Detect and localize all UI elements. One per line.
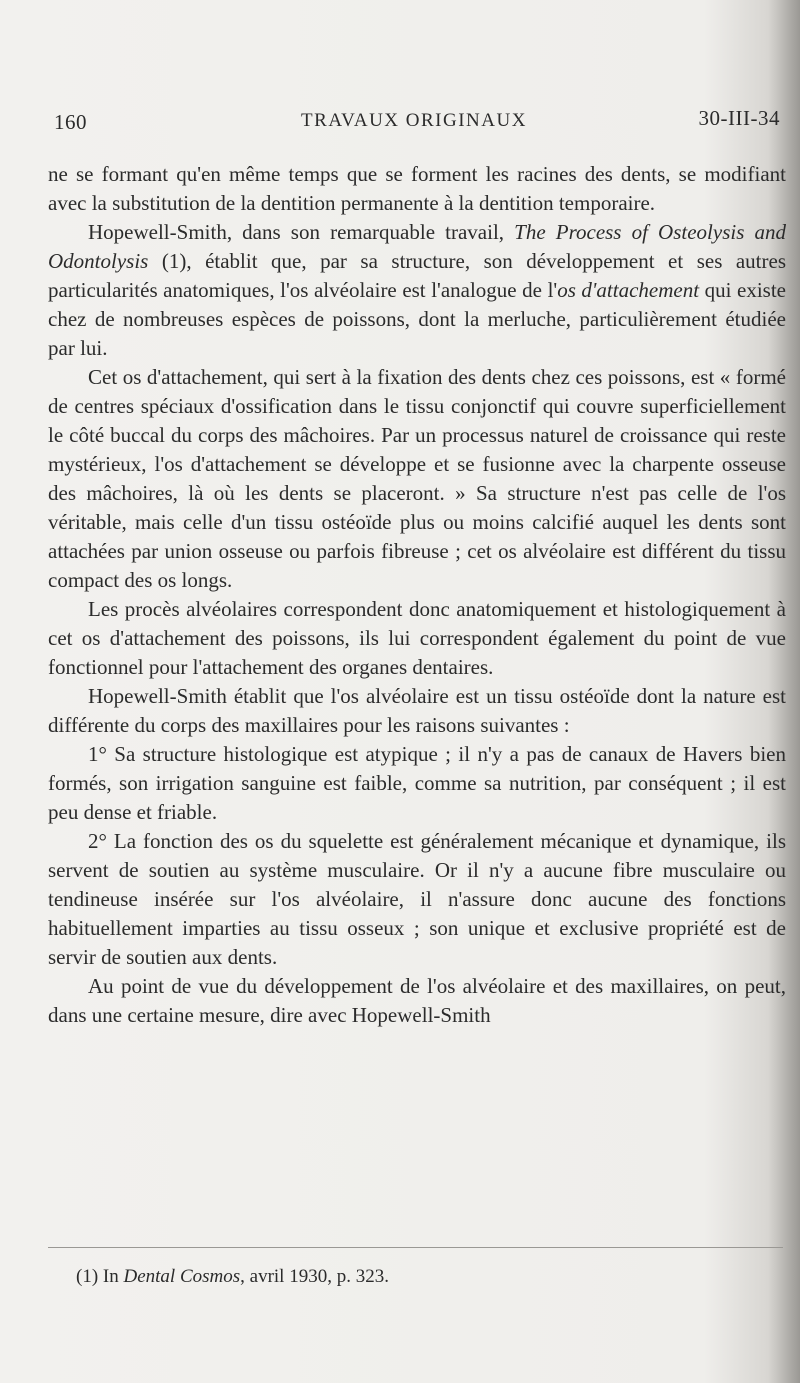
paragraph-3: Cet os d'attachement, qui sert à la fixation des dents chez ces poissons, est « formé de centres spéciaux d'ossification dans le tissu conjonctif qui couvre superficiellement le côté buccal du corps des mâchoires. Par un processus naturel de croissance qui reste mystérieux, l'os d'attachement se développe et se fusionne avec la charpente osseuse des mâchoires, là où les dents se placeront. » Sa structure n'est pas celle de l'os véritable, mais celle d'un tissu ostéoïde plus ou moins calcifié auquel les dents sont attachées par union osseuse ou parfois fibreuse ; cet os alvéolaire est différent du tissu compact des os longs. — [48, 365, 786, 592]
paragraph-6: 1° Sa structure histologique est atypique ; il n'y a pas de canaux de Havers bien formés, son irrigation sanguine est faible, comme sa nutrition, par conséquent ; il est peu dense et friable. — [48, 742, 786, 824]
italic-term: os d'attachement — [557, 278, 700, 302]
paragraph-2-part-a: Hopewell-Smith, dans son remarquable travail, — [88, 220, 515, 244]
paragraph-2 — [48, 218, 786, 363]
footnote-marker: (1) In — [76, 1266, 124, 1287]
issue-date: 30-III-34 — [698, 106, 780, 130]
paragraph-2-part-c: qui existe chez de nombreuses espèces de poissons, dont la merluche, particulièrement étudiée par lui. — [48, 278, 786, 360]
running-header — [48, 106, 780, 140]
body-text — [48, 160, 786, 1030]
paragraph-8: Au point de vue du développement de l'os alvéolaire et des maxillaires, on peut, dans une certaine mesure, dire avec Hopewell-Smith — [48, 974, 786, 1027]
paragraph-4: Les procès alvéolaires correspondent donc anatomiquement et histologiquement à cet os d'attachement des poissons, ils lui correspondent également du point de vue fonctionnel pour l'attachement des organes dentaires. — [48, 597, 786, 679]
page-number: 160 — [54, 110, 87, 134]
running-title: TRAVAUX ORIGINAUX — [301, 110, 527, 131]
footnote — [76, 1264, 760, 1290]
footnote-divider — [48, 1247, 783, 1248]
footnote-journal: Dental Cosmos — [123, 1266, 241, 1287]
paragraph-1: ne se formant qu'en même temps que se forment les racines des dents, se modifiant avec la substitution de la dentition permanente à la dentition temporaire. — [48, 162, 786, 215]
paragraph-7: 2° La fonction des os du squelette est généralement mécanique et dynamique, ils servent de soutien au système musculaire. Or il n'y a aucune fibre musculaire ou tendineuse insérée sur l'os alvéolaire, il n'assure donc aucune des fonctions habituellement imparties au tissu osseux ; son unique et exclusive propriété est de servir de soutien aux dents. — [48, 829, 786, 969]
paragraph-2-part-b: (1), établit que, par sa structure, son développement et ses autres particularités anatomiques, l'os alvéolaire est l'analogue de l' — [48, 249, 786, 302]
book-title: The Process of Osteolysis and Odontolysis — [48, 220, 786, 273]
paragraph-5: Hopewell-Smith établit que l'os alvéolaire est un tissu ostéoïde dont la nature est différente du corps des maxillaires pour les raisons suivantes : — [48, 684, 786, 737]
footnote-rest: , avril 1930, p. 323. — [240, 1266, 389, 1287]
